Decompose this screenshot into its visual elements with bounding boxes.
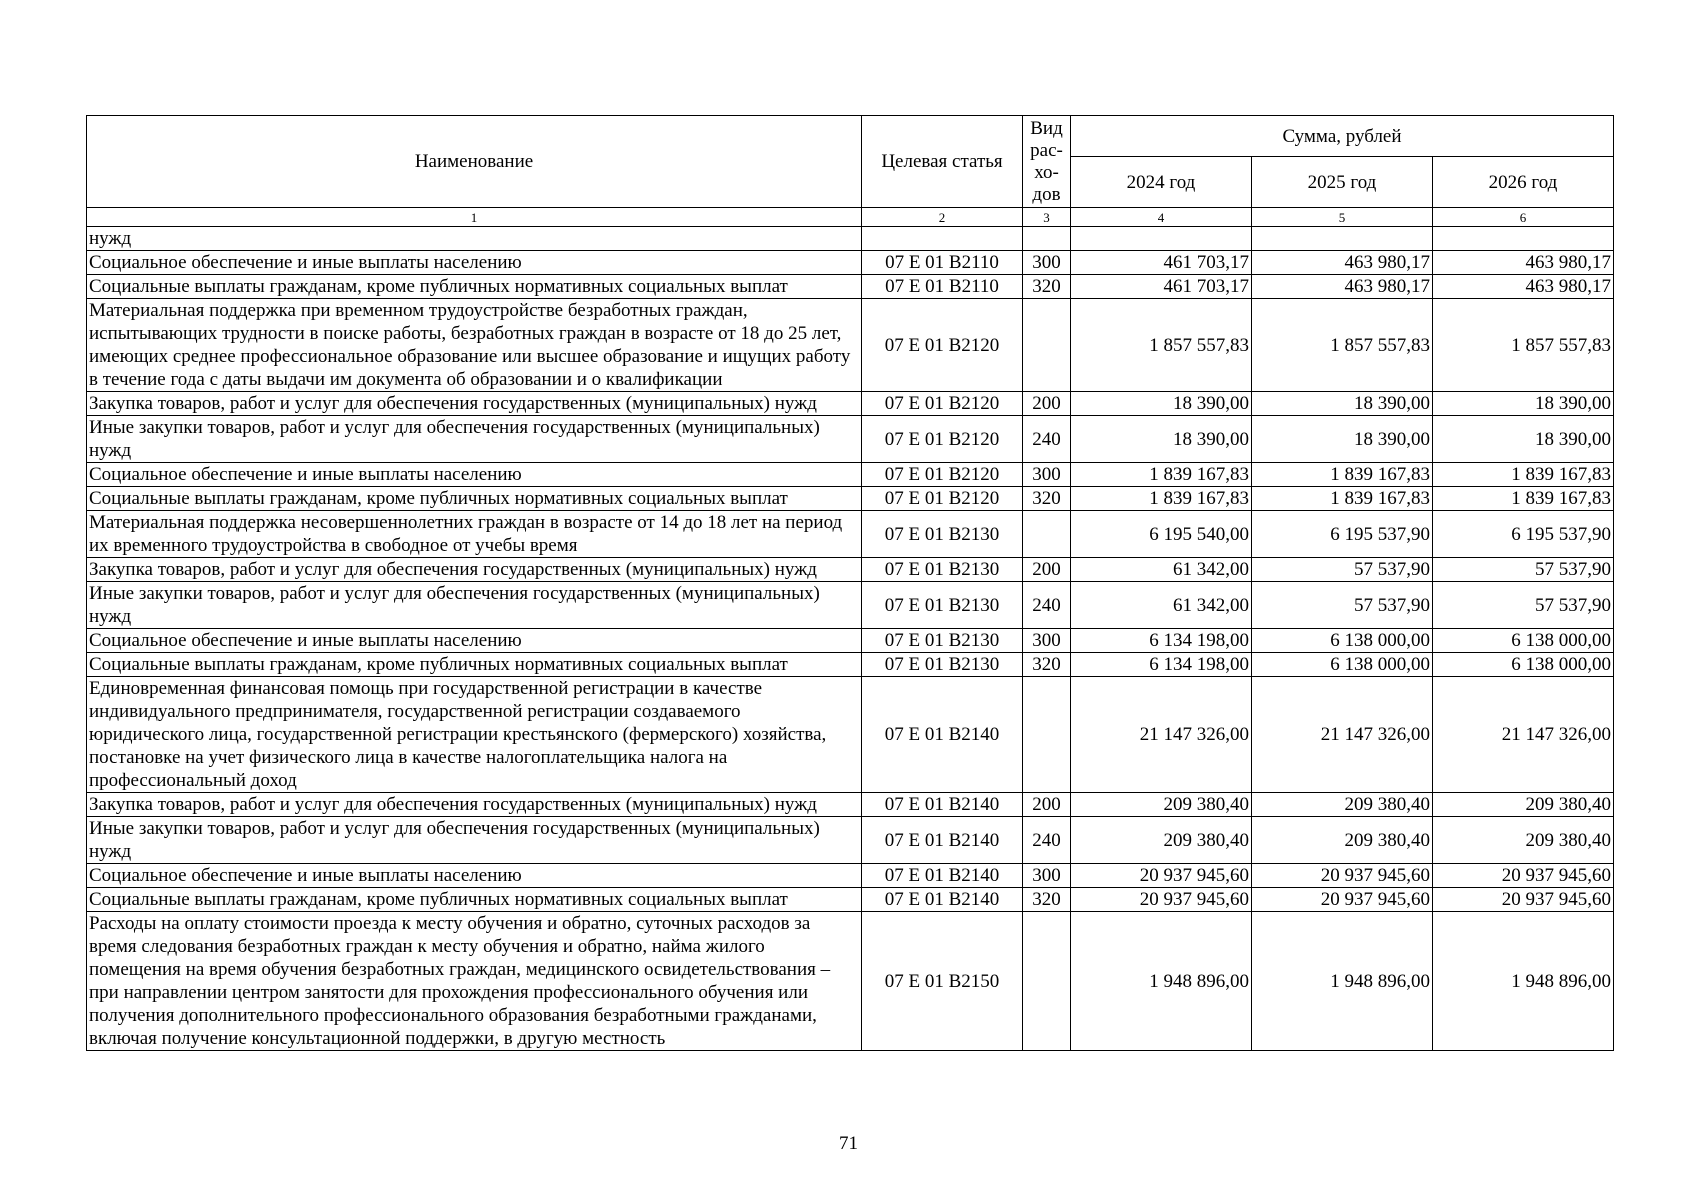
table-row [87,392,1614,416]
row-amount-2026: 6 195 537,90 [1433,511,1614,558]
row-name: Социальные выплаты гражданам, кроме публичных нормативных социальных выплат [87,487,862,511]
row-amount-2025: 57 537,90 [1252,558,1433,582]
row-amount-2024: 61 342,00 [1071,582,1252,629]
row-name: Иные закупки товаров, работ и услуг для обеспечения государственных (муниципальных) нужд [87,817,862,864]
table-row [87,463,1614,487]
row-amount-2024: 20 937 945,60 [1071,888,1252,912]
row-amount-2025: 6 195 537,90 [1252,511,1433,558]
row-name: Расходы на оплату стоимости проезда к месту обучения и обратно, суточных расходов за время следования безработных граждан к месту обучения и обратно, найма жилого помещения на время обучения безработных граждан, медицинского освидетельствования – при направлении центром занятости для прохождения профессионального обучения или получения дополнительного профессионального образования безработными гражданами, включая получение консультационной поддержки, в другую местность [87,912,862,1051]
table-row [87,817,1614,864]
row-amount-2025: 6 138 000,00 [1252,629,1433,653]
header-name: Наименование [87,116,862,208]
table-row [87,251,1614,275]
header-year-2024: 2024 год [1071,157,1252,208]
row-expense-type [1023,511,1071,558]
row-amount-2024: 1 857 557,83 [1071,299,1252,392]
row-expense-type: 300 [1023,629,1071,653]
row-expense-type [1023,677,1071,793]
row-target-article: 07 Е 01 В2130 [862,653,1023,677]
row-amount-2026: 209 380,40 [1433,817,1614,864]
row-expense-type [1023,299,1071,392]
row-amount-2024: 461 703,17 [1071,275,1252,299]
row-expense-type: 320 [1023,487,1071,511]
table-row [87,793,1614,817]
table-row [87,677,1614,793]
table-row [87,487,1614,511]
row-target-article: 07 Е 01 В2120 [862,416,1023,463]
column-number: 2 [862,208,1023,227]
table-row [87,511,1614,558]
row-amount-2025: 20 937 945,60 [1252,888,1433,912]
row-target-article: 07 Е 01 В2110 [862,275,1023,299]
column-number: 6 [1433,208,1614,227]
row-expense-type: 240 [1023,582,1071,629]
header-year-2025: 2025 год [1252,157,1433,208]
row-amount-2024: 6 134 198,00 [1071,653,1252,677]
row-amount-2025: 18 390,00 [1252,416,1433,463]
row-amount-2024: 18 390,00 [1071,392,1252,416]
table-row [87,558,1614,582]
row-amount-2026: 1 839 167,83 [1433,463,1614,487]
row-name: нужд [87,227,862,251]
row-target-article: 07 Е 01 В2130 [862,558,1023,582]
row-amount-2024: 1 948 896,00 [1071,912,1252,1051]
row-name: Единовременная финансовая помощь при государственной регистрации в качестве индивидуального предпринимателя, государственной регистрации создаваемого юридического лица, государственной регистрации крестьянского (фермерского) хозяйства, постановке на учет физического лица в качестве налогоплательщика налога на профессиональный доход [87,677,862,793]
table-header [87,116,1614,227]
row-amount-2026: 209 380,40 [1433,793,1614,817]
row-name: Социальное обеспечение и иные выплаты населению [87,251,862,275]
table-row [87,653,1614,677]
table-row [87,299,1614,392]
row-target-article: 07 Е 01 В2150 [862,912,1023,1051]
table-row [87,416,1614,463]
row-name: Материальная поддержка несовершеннолетних граждан в возрасте от 14 до 18 лет на период их временного трудоустройства в свободное от учебы время [87,511,862,558]
row-amount-2025: 1 857 557,83 [1252,299,1433,392]
row-target-article [862,227,1023,251]
row-name: Социальное обеспечение и иные выплаты населению [87,463,862,487]
row-target-article: 07 Е 01 В2120 [862,463,1023,487]
row-name: Социальное обеспечение и иные выплаты населению [87,629,862,653]
row-amount-2026: 18 390,00 [1433,392,1614,416]
row-amount-2025: 1 948 896,00 [1252,912,1433,1051]
row-target-article: 07 Е 01 В2140 [862,793,1023,817]
row-amount-2024: 21 147 326,00 [1071,677,1252,793]
row-amount-2025: 20 937 945,60 [1252,864,1433,888]
row-amount-2025: 57 537,90 [1252,582,1433,629]
row-expense-type [1023,227,1071,251]
row-target-article: 07 Е 01 В2130 [862,629,1023,653]
row-expense-type: 240 [1023,416,1071,463]
row-target-article: 07 Е 01 В2140 [862,677,1023,793]
row-name: Социальные выплаты гражданам, кроме публичных нормативных социальных выплат [87,888,862,912]
column-number: 4 [1071,208,1252,227]
row-target-article: 07 Е 01 В2110 [862,251,1023,275]
row-name: Социальные выплаты гражданам, кроме публичных нормативных социальных выплат [87,653,862,677]
row-amount-2026: 57 537,90 [1433,558,1614,582]
row-expense-type [1023,912,1071,1051]
row-amount-2026: 463 980,17 [1433,251,1614,275]
row-amount-2026 [1433,227,1614,251]
row-amount-2024: 18 390,00 [1071,416,1252,463]
row-amount-2025 [1252,227,1433,251]
column-number: 5 [1252,208,1433,227]
row-amount-2025: 463 980,17 [1252,275,1433,299]
row-expense-type: 300 [1023,251,1071,275]
row-name: Иные закупки товаров, работ и услуг для обеспечения государственных (муниципальных) нужд [87,582,862,629]
row-name: Социальное обеспечение и иные выплаты населению [87,864,862,888]
row-target-article: 07 Е 01 В2120 [862,299,1023,392]
page-number: 71 [839,1133,858,1154]
header-target-article: Целевая статья [862,116,1023,208]
row-amount-2024: 1 839 167,83 [1071,487,1252,511]
row-amount-2025: 1 839 167,83 [1252,487,1433,511]
table-row [87,629,1614,653]
row-amount-2025: 21 147 326,00 [1252,677,1433,793]
row-amount-2026: 57 537,90 [1433,582,1614,629]
row-amount-2025: 6 138 000,00 [1252,653,1433,677]
row-amount-2024: 461 703,17 [1071,251,1252,275]
row-target-article: 07 Е 01 В2140 [862,888,1023,912]
row-name: Закупка товаров, работ и услуг для обеспечения государственных (муниципальных) нужд [87,793,862,817]
row-amount-2026: 1 857 557,83 [1433,299,1614,392]
row-expense-type: 200 [1023,558,1071,582]
row-amount-2026: 21 147 326,00 [1433,677,1614,793]
row-amount-2026: 18 390,00 [1433,416,1614,463]
row-expense-type: 300 [1023,864,1071,888]
row-name: Закупка товаров, работ и услуг для обеспечения государственных (муниципальных) нужд [87,392,862,416]
row-amount-2024: 1 839 167,83 [1071,463,1252,487]
row-amount-2026: 6 138 000,00 [1433,653,1614,677]
table-row [87,275,1614,299]
row-target-article: 07 Е 01 В2130 [862,511,1023,558]
header-expense-type: Вид рас-хо-дов [1023,116,1071,208]
row-expense-type: 320 [1023,888,1071,912]
column-numbers-row [87,208,1614,227]
row-amount-2025: 463 980,17 [1252,251,1433,275]
column-number: 1 [87,208,862,227]
row-name: Иные закупки товаров, работ и услуг для обеспечения государственных (муниципальных) нужд [87,416,862,463]
row-expense-type: 200 [1023,793,1071,817]
row-amount-2024: 20 937 945,60 [1071,864,1252,888]
table-row [87,227,1614,251]
row-amount-2026: 1 948 896,00 [1433,912,1614,1051]
row-expense-type: 320 [1023,653,1071,677]
row-name: Материальная поддержка при временном трудоустройстве безработных граждан, испытывающих трудности в поиске работы, безработных граждан в возрасте от 18 до 25 лет, имеющих среднее профессиональное образование или высшее образование и ищущих работу в течение года с даты выдачи им документа об образовании и о квалификации [87,299,862,392]
row-target-article: 07 Е 01 В2140 [862,864,1023,888]
row-amount-2026: 6 138 000,00 [1433,629,1614,653]
row-amount-2024: 209 380,40 [1071,817,1252,864]
row-amount-2026: 20 937 945,60 [1433,864,1614,888]
row-amount-2024 [1071,227,1252,251]
row-expense-type: 200 [1023,392,1071,416]
row-name: Закупка товаров, работ и услуг для обеспечения государственных (муниципальных) нужд [87,558,862,582]
row-expense-type: 240 [1023,817,1071,864]
row-name: Социальные выплаты гражданам, кроме публичных нормативных социальных выплат [87,275,862,299]
budget-table [86,115,1614,1051]
row-amount-2025: 209 380,40 [1252,817,1433,864]
row-amount-2025: 209 380,40 [1252,793,1433,817]
table-row [87,582,1614,629]
row-expense-type: 300 [1023,463,1071,487]
row-amount-2024: 61 342,00 [1071,558,1252,582]
row-target-article: 07 Е 01 В2140 [862,817,1023,864]
table-row [87,912,1614,1051]
table-row [87,888,1614,912]
row-amount-2025: 18 390,00 [1252,392,1433,416]
row-expense-type: 320 [1023,275,1071,299]
table-body [87,227,1614,1051]
table-row [87,864,1614,888]
row-amount-2026: 1 839 167,83 [1433,487,1614,511]
row-target-article: 07 Е 01 В2120 [862,487,1023,511]
row-target-article: 07 Е 01 В2120 [862,392,1023,416]
header-year-2026: 2026 год [1433,157,1614,208]
header-sum-group: Сумма, рублей [1071,116,1614,157]
row-amount-2024: 6 195 540,00 [1071,511,1252,558]
column-number: 3 [1023,208,1071,227]
row-amount-2026: 463 980,17 [1433,275,1614,299]
row-amount-2024: 209 380,40 [1071,793,1252,817]
row-amount-2025: 1 839 167,83 [1252,463,1433,487]
row-target-article: 07 Е 01 В2130 [862,582,1023,629]
row-amount-2024: 6 134 198,00 [1071,629,1252,653]
row-amount-2026: 20 937 945,60 [1433,888,1614,912]
